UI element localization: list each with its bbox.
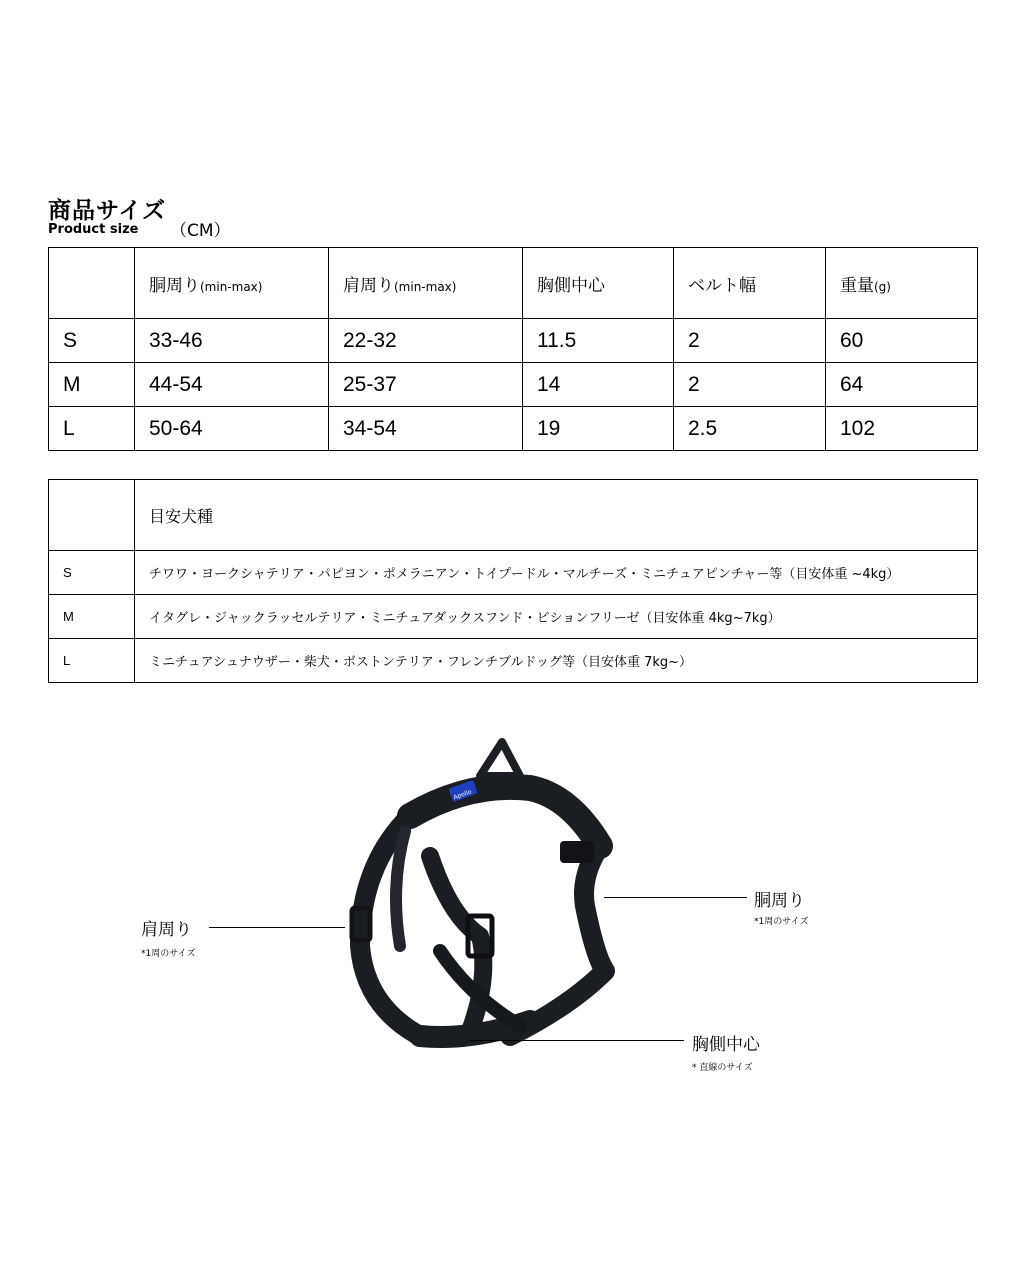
size-cell: S	[49, 551, 135, 595]
header-shoulder-unit: (min-max)	[394, 279, 457, 294]
chest-cell: 14	[523, 363, 674, 407]
shoulder-cell: 34-54	[329, 407, 523, 451]
size-cell: S	[49, 319, 135, 363]
breed-cell: ミニチュアシュナウザー・柴犬・ボストンテリア・フレンチブルドッグ等（目安体重 7kg~）	[135, 639, 978, 683]
girth-cell: 44-54	[135, 363, 329, 407]
breed-table-header-row	[49, 480, 978, 551]
harness-image	[330, 736, 650, 1066]
belt-width-cell: 2	[674, 363, 826, 407]
size-table	[48, 247, 978, 451]
page-title: 商品サイズ	[48, 198, 167, 224]
shoulder-callout-label: 肩周り	[141, 920, 192, 940]
girth-cell: 50-64	[135, 407, 329, 451]
header-girth	[135, 248, 329, 319]
table-row	[49, 319, 978, 363]
weight-cell: 60	[826, 319, 978, 363]
table-row	[49, 551, 978, 595]
unit-label: （CM）	[170, 221, 231, 241]
girth-cell: 33-46	[135, 319, 329, 363]
breed-table-corner-cell	[49, 480, 135, 551]
chest-callout-label: 胸側中心	[692, 1035, 760, 1055]
header-belt-width	[674, 248, 826, 319]
breed-cell: チワワ・ヨークシャテリア・パピヨン・ポメラニアン・トイプードル・マルチーズ・ミニチュアピンチャー等（目安体重 ~4kg）	[135, 551, 978, 595]
shoulder-cell: 25-37	[329, 363, 523, 407]
breed-table	[48, 479, 978, 683]
girth-callout-note: *1周のサイズ	[754, 917, 809, 927]
header-girth-label: 胴周り	[149, 275, 200, 296]
header-weight	[826, 248, 978, 319]
brand-tag-text: Apollo	[452, 788, 473, 802]
weight-cell: 64	[826, 363, 978, 407]
table-row	[49, 639, 978, 683]
shoulder-callout-line	[209, 927, 345, 928]
girth-callout-line	[604, 897, 747, 898]
header-girth-unit: (min-max)	[200, 279, 263, 294]
breed-cell: イタグレ・ジャックラッセルテリア・ミニチュアダックスフンド・ビションフリーゼ（目安体重 4kg~7kg）	[135, 595, 978, 639]
chest-cell: 11.5	[523, 319, 674, 363]
chest-callout-note: * 直線のサイズ	[692, 1063, 753, 1073]
header-chest	[523, 248, 674, 319]
header-breed: 目安犬種	[135, 480, 978, 551]
size-cell: L	[49, 407, 135, 451]
belt-width-cell: 2	[674, 319, 826, 363]
header-weight-unit: (g)	[874, 279, 891, 294]
chest-callout-line	[470, 1040, 684, 1041]
d-ring-icon	[480, 742, 520, 776]
header-chest-label: 胸側中心	[537, 275, 605, 296]
header-shoulder	[329, 248, 523, 319]
table-row	[49, 595, 978, 639]
shoulder-callout-note: *1周のサイズ	[141, 949, 196, 959]
header-weight-label: 重量	[840, 275, 874, 296]
size-table-corner-cell	[49, 248, 135, 319]
weight-cell: 102	[826, 407, 978, 451]
page-subtitle: Product size	[48, 222, 139, 237]
table-row	[49, 363, 978, 407]
shoulder-cell: 22-32	[329, 319, 523, 363]
size-table-header-row	[49, 248, 978, 319]
size-cell: M	[49, 363, 135, 407]
size-cell: L	[49, 639, 135, 683]
table-row	[49, 407, 978, 451]
belt-width-cell: 2.5	[674, 407, 826, 451]
chest-cell: 19	[523, 407, 674, 451]
girth-callout-label: 胴周り	[754, 891, 805, 911]
header-shoulder-label: 肩周り	[343, 275, 394, 296]
size-cell: M	[49, 595, 135, 639]
header-belt-width-label: ベルト幅	[688, 275, 756, 296]
